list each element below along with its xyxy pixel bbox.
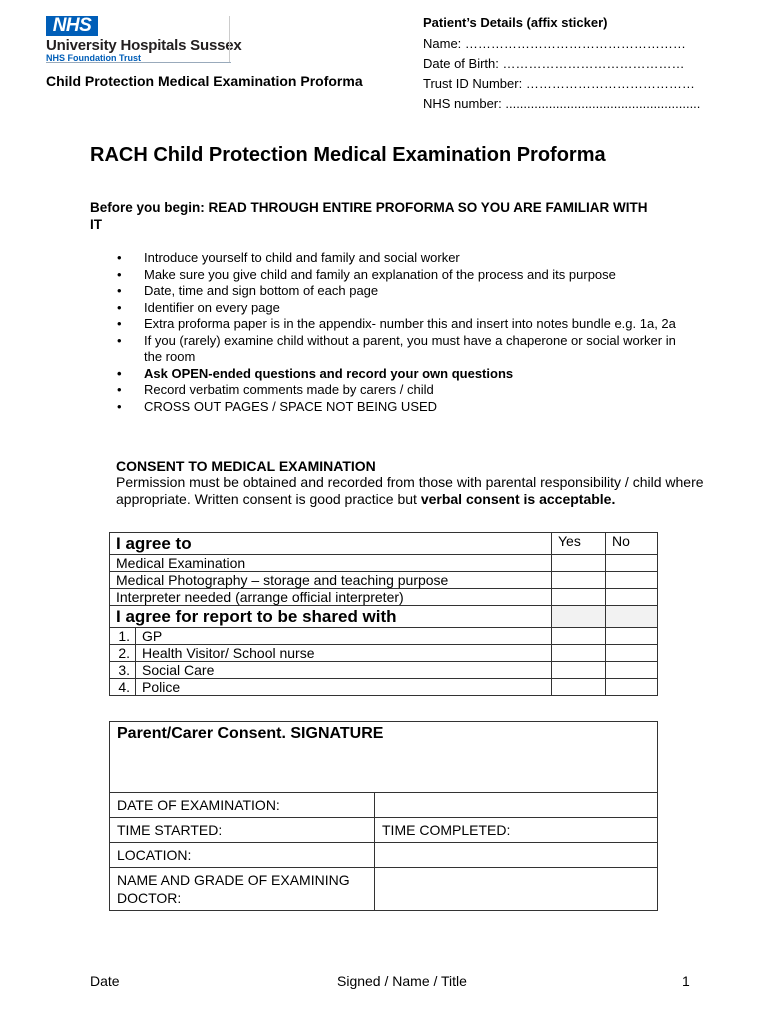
bullet-icon: • xyxy=(117,266,122,282)
no-column-header: No xyxy=(606,533,658,555)
no-cell[interactable] xyxy=(606,555,658,572)
no-cell[interactable] xyxy=(606,572,658,589)
signature-field[interactable]: Parent/Carer Consent. SIGNATURE xyxy=(110,722,658,793)
empty-cell[interactable] xyxy=(375,843,658,868)
yes-cell[interactable] xyxy=(552,628,606,645)
time-completed-field[interactable]: TIME COMPLETED: xyxy=(375,818,658,843)
no-cell[interactable] xyxy=(606,645,658,662)
no-cell xyxy=(606,606,658,628)
page-title: RACH Child Protection Medical Examination Proforma xyxy=(90,144,606,166)
signature-table xyxy=(109,721,658,911)
no-cell[interactable] xyxy=(606,679,658,696)
table-row xyxy=(110,589,658,606)
instructions-list xyxy=(117,250,697,415)
list-item: • Record verbatim comments made by carers / child xyxy=(117,382,434,397)
bullet-icon: • xyxy=(117,382,122,397)
nhs-logo: NHS xyxy=(46,16,98,36)
list-item: • CROSS OUT PAGES / SPACE NOT BEING USED xyxy=(117,398,438,414)
footer-signed: Signed / Name / Title xyxy=(337,973,467,989)
row-number: 2. xyxy=(110,645,136,662)
bullet-icon: • xyxy=(117,316,122,331)
yes-cell[interactable] xyxy=(552,589,606,606)
yes-cell[interactable] xyxy=(552,679,606,696)
yes-cell[interactable] xyxy=(552,572,606,589)
list-item: • Identifier on every page xyxy=(117,299,280,315)
bullet-icon: • xyxy=(117,365,122,381)
yes-column-header: Yes xyxy=(552,533,606,555)
share-item-label: Health Visitor/ School nurse xyxy=(136,645,552,662)
bullet-icon: • xyxy=(117,250,122,265)
row-number: 4. xyxy=(110,679,136,696)
bullet-icon: • xyxy=(117,398,122,414)
date-of-examination-field[interactable]: DATE OF EXAMINATION: xyxy=(110,793,375,818)
patient-name-field[interactable]: Name: …………………………………………… xyxy=(423,36,686,51)
logo-vertical-divider xyxy=(229,16,230,62)
empty-cell[interactable] xyxy=(375,868,658,911)
consent-item-label: Medical Photography – storage and teaching purpose xyxy=(110,572,552,589)
table-row xyxy=(110,555,658,572)
header-proforma-title: Child Protection Medical Examination Proforma xyxy=(46,73,363,89)
examining-doctor-field[interactable]: NAME AND GRADE OF EXAMINING DOCTOR: xyxy=(110,868,375,911)
patient-nhs-number-field[interactable]: NHS number: ...................................................... xyxy=(423,96,701,111)
before-you-begin: Before you begin: READ THROUGH ENTIRE PROFORMA SO YOU ARE FAMILIAR WITH IT xyxy=(90,200,648,232)
footer-date: Date xyxy=(90,973,120,989)
bullet-icon: • xyxy=(117,283,122,298)
consent-table xyxy=(109,532,658,696)
yes-cell[interactable] xyxy=(552,555,606,572)
list-item: • Date, time and sign bottom of each page xyxy=(117,283,379,298)
agree-header: I agree to xyxy=(110,533,552,555)
consent-text: Permission must be obtained and recorded from those with parental responsibility / child where appropriate. Written consent is good practice but verbal consent is acceptable. xyxy=(116,474,704,507)
consent-item-label: Medical Examination xyxy=(110,555,552,572)
yes-cell[interactable] xyxy=(552,662,606,679)
share-header: I agree for report to be shared with xyxy=(110,606,552,628)
table-row xyxy=(110,628,658,645)
share-item-label: Police xyxy=(136,679,552,696)
consent-heading: CONSENT TO MEDICAL EXAMINATION xyxy=(116,458,376,474)
list-item: • Make sure you give child and family an explanation of the process and its purpose xyxy=(117,266,616,282)
location-field[interactable]: LOCATION: xyxy=(110,843,375,868)
patient-details-title: Patient’s Details (affix sticker) xyxy=(423,15,608,30)
list-item: • Extra proforma paper is in the appendix- number this and insert into notes bundle e.g. 1a, 2a xyxy=(117,316,676,331)
yes-cell[interactable] xyxy=(552,645,606,662)
no-cell[interactable] xyxy=(606,589,658,606)
patient-dob-field[interactable]: Date of Birth: …………………………………… xyxy=(423,56,685,71)
empty-cell[interactable] xyxy=(375,793,658,818)
table-row xyxy=(110,572,658,589)
consent-item-label: Interpreter needed (arrange official interpreter) xyxy=(110,589,552,606)
share-item-label: Social Care xyxy=(136,662,552,679)
bullet-icon: • xyxy=(117,299,122,315)
no-cell[interactable] xyxy=(606,628,658,645)
hospital-name: University Hospitals Sussex xyxy=(46,37,242,54)
no-cell[interactable] xyxy=(606,662,658,679)
row-number: 1. xyxy=(110,628,136,645)
table-row xyxy=(110,645,658,662)
logo-divider xyxy=(46,62,231,63)
share-item-label: GP xyxy=(136,628,552,645)
bullet-icon: • xyxy=(117,332,122,348)
row-number: 3. xyxy=(110,662,136,679)
patient-trust-id-field[interactable]: Trust ID Number: ………………………………… xyxy=(423,76,695,91)
table-row xyxy=(110,679,658,696)
list-item: • Ask OPEN-ended questions and record your own questions xyxy=(117,365,514,381)
table-row xyxy=(110,662,658,679)
time-started-field[interactable]: TIME STARTED: xyxy=(110,818,375,843)
page-number: 1 xyxy=(682,973,690,989)
list-item: • Introduce yourself to child and family and social worker xyxy=(117,250,460,265)
yes-cell xyxy=(552,606,606,628)
list-item: • If you (rarely) examine child without a parent, you must have a chaperone or social worker in the room xyxy=(117,332,676,364)
trust-name: NHS Foundation Trust xyxy=(46,53,141,63)
